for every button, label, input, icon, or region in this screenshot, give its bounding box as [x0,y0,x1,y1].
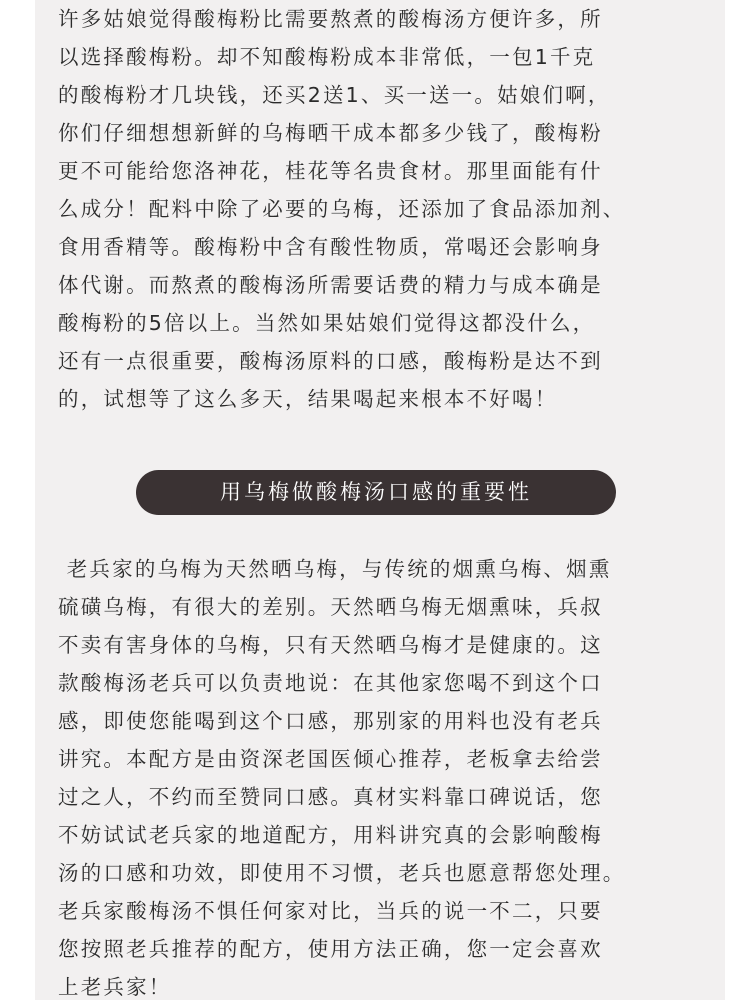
paragraph-line: 么成分！配料中除了必要的乌梅，还添加了食品添加剂、 [58,197,626,221]
paragraph-line: 讲究。本配方是由资深老国医倾心推荐，老板拿去给尝 [58,747,603,771]
paragraph-line: 的酸梅粉才几块钱，还买2送1、买一送一。姑娘们啊， [58,83,611,107]
paragraph-line: 酸梅粉的5倍以上。当然如果姑娘们觉得这都没什么， [58,311,596,335]
paragraph-line: 食用香精等。酸梅粉中含有酸性物质，常喝还会影响身 [58,235,603,259]
paragraph-line: 硫磺乌梅，有很大的差别。天然晒乌梅无烟熏味，兵叔 [58,595,603,619]
paragraph-line: 感，即使您能喝到这个口感，那别家的用料也没有老兵 [58,709,603,733]
paragraph-line: 汤的口感和功效，即使用不习惯，老兵也愿意帮您处理。 [58,861,626,885]
paragraph-line: 的，试想等了这么多天，结果喝起来根本不好喝！ [58,387,558,411]
paragraph-line: 还有一点很重要，酸梅汤原料的口感，酸梅粉是达不到 [58,349,603,373]
paragraph-line: 您按照老兵推荐的配方，使用方法正确，您一定会喜欢 [58,937,603,961]
paragraph-line: 款酸梅汤老兵可以负责地说：在其他家您喝不到这个口 [58,671,603,695]
paragraph-line: 体代谢。而熬煮的酸梅汤所需要话费的精力与成本确是 [58,273,603,297]
paragraph-line: 过之人，不约而至赞同口感。真材实料靠口碑说话，您 [58,785,603,809]
intro-paragraph [58,0,722,418]
paragraph-line: 你们仔细想想新鲜的乌梅晒干成本都多少钱了，酸梅粉 [58,121,603,145]
paragraph-line: 许多姑娘觉得酸梅粉比需要熬煮的酸梅汤方便许多，所 [58,7,603,31]
section-heading: 用乌梅做酸梅汤口感的重要性 [136,470,616,515]
paragraph-line: 老兵家的乌梅为天然晒乌梅，与传统的烟熏乌梅、烟熏 [58,557,612,581]
paragraph-line: 以选择酸梅粉。却不知酸梅粉成本非常低，一包1千克 [58,45,596,69]
body-paragraph [58,550,722,1006]
paragraph-line: 不妨试试老兵家的地道配方，用料讲究真的会影响酸梅 [58,823,603,847]
paragraph-line: 更不可能给您洛神花，桂花等名贵食材。那里面能有什 [58,159,603,183]
paragraph-line: 老兵家酸梅汤不惧任何家对比，当兵的说一不二，只要 [58,899,603,923]
paragraph-line: 不卖有害身体的乌梅，只有天然晒乌梅才是健康的。这 [58,633,603,657]
paragraph-line: 上老兵家！ [58,975,172,999]
